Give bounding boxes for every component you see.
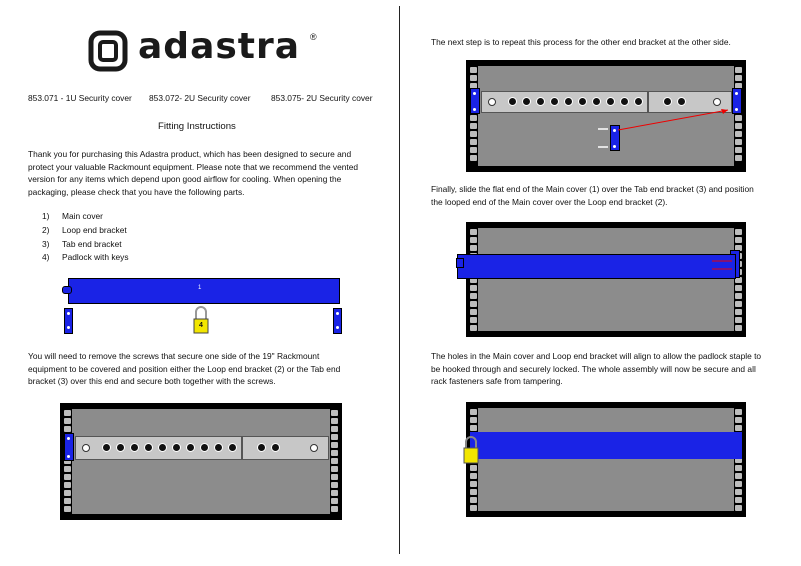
rail-hole xyxy=(735,505,742,511)
rail-hole xyxy=(735,465,742,471)
main-cover-loop xyxy=(62,286,72,294)
rail-hole xyxy=(470,309,477,315)
equipment-panel xyxy=(75,436,242,460)
rail-hole xyxy=(64,482,71,488)
rail-hole xyxy=(331,426,338,432)
padlock-label: 4 xyxy=(199,322,203,329)
rail-hole xyxy=(470,285,477,291)
rail-hole xyxy=(735,425,742,431)
rail-hole xyxy=(735,293,742,299)
main-cover-label: 1 xyxy=(198,285,202,291)
left-rail xyxy=(469,225,478,334)
product-code-2: 853.072- 2U Security cover xyxy=(149,93,251,103)
rail-hole xyxy=(331,458,338,464)
rail-hole xyxy=(470,293,477,299)
step3-line: the looped end of the Main cover over the Loop end bracket (2). xyxy=(431,196,668,207)
rail-hole xyxy=(470,409,477,415)
logo-text: adastra xyxy=(138,26,301,67)
list-item: 2) Loop end bracket xyxy=(42,224,127,235)
main-cover-loop xyxy=(456,258,464,268)
padlock-icon xyxy=(192,306,210,336)
rail-hole xyxy=(64,498,71,504)
left-rail xyxy=(63,406,72,517)
rail-hole xyxy=(331,474,338,480)
rail-hole xyxy=(735,229,742,235)
rail-hole xyxy=(470,481,477,487)
rail-hole xyxy=(331,418,338,424)
tab-end-bracket xyxy=(333,308,342,334)
step3-paragraph xyxy=(431,183,791,208)
bracket-hole xyxy=(67,437,70,440)
intro-line: version for any items which depend upon good airflow for cooling. When opening the xyxy=(28,174,342,185)
step4-line: rack fasteners safe from tampering. xyxy=(431,376,563,387)
rail-hole xyxy=(735,309,742,315)
rail-hole xyxy=(470,473,477,479)
direction-arrow-icon xyxy=(466,60,746,172)
rail-hole xyxy=(470,301,477,307)
rail-hole xyxy=(64,474,71,480)
step1-line: bracket (3) over this end and secure both together with the screws. xyxy=(28,376,276,387)
rail-hole xyxy=(470,245,477,251)
rail-hole xyxy=(735,325,742,331)
right-rail xyxy=(734,225,743,334)
column-divider xyxy=(399,6,400,554)
rail-hole xyxy=(331,442,338,448)
step3-line: Finally, slide the flat end of the Main cover (1) over the Tab end bracket (3) and position xyxy=(431,184,754,194)
rail-hole xyxy=(64,426,71,432)
main-cover-bar xyxy=(68,278,340,304)
right-rail xyxy=(734,405,743,514)
rail-hole xyxy=(735,301,742,307)
intro-line: protect your valuable Rackmount equipment. Please note that we recommend the vented xyxy=(28,161,359,172)
step1-paragraph xyxy=(28,350,378,388)
rail-hole xyxy=(64,506,71,512)
step4-line: be hooked through and securely locked. The whole assembly will now be secure and all xyxy=(431,363,756,374)
rail-hole xyxy=(735,497,742,503)
adastra-logo xyxy=(88,26,328,74)
rail-hole xyxy=(331,410,338,416)
main-cover-sliding xyxy=(457,254,736,279)
rail-hole xyxy=(470,237,477,243)
rail-hole xyxy=(331,490,338,496)
rail-hole xyxy=(64,410,71,416)
rail-hole xyxy=(331,450,338,456)
list-item: 4) Padlock with keys xyxy=(42,252,129,263)
rail-hole xyxy=(331,482,338,488)
list-item: 1) Main cover xyxy=(42,211,103,221)
rail-hole xyxy=(735,409,742,415)
intro-line: packaging, please check that you have the following parts. xyxy=(28,186,245,197)
rail-hole xyxy=(470,417,477,423)
rail-hole xyxy=(470,325,477,331)
rack-diagram-2 xyxy=(466,60,746,172)
rail-hole xyxy=(64,418,71,424)
main-cover-installed xyxy=(470,432,742,459)
rail-hole xyxy=(735,489,742,495)
rail-hole xyxy=(470,489,477,495)
rail-hole xyxy=(331,434,338,440)
intro-paragraph xyxy=(28,148,378,198)
loop-end-bracket xyxy=(64,308,73,334)
rail-hole xyxy=(735,285,742,291)
rail-hole xyxy=(735,481,742,487)
padlock-icon xyxy=(462,436,480,466)
step1-line: equipment to be covered and position either the Loop end bracket (2) or the Tab end xyxy=(28,363,341,374)
rail-hole xyxy=(331,498,338,504)
rail-hole xyxy=(735,473,742,479)
product-code-1: 853.071 - 1U Security cover xyxy=(28,93,132,103)
rail-hole xyxy=(735,237,742,243)
rack-diagram-4 xyxy=(466,402,746,517)
step4-line: The holes in the Main cover and Loop end bracket will align to allow the padlock staple to xyxy=(431,351,762,361)
step2-text: The next step is to repeat this process for the other end bracket at the other side. xyxy=(431,37,731,47)
intro-line: Thank you for purchasing this Adastra product, which has been designed to secure and xyxy=(28,149,352,159)
step4-paragraph xyxy=(431,350,791,388)
fitting-title: Fitting Instructions xyxy=(158,121,236,132)
rail-hole xyxy=(470,497,477,503)
rail-hole xyxy=(64,490,71,496)
right-rail xyxy=(330,406,339,517)
logo-mark-icon xyxy=(88,30,128,72)
loop-end-bracket xyxy=(64,433,74,461)
rail-hole xyxy=(470,317,477,323)
rail-hole xyxy=(470,505,477,511)
registered-mark: ® xyxy=(310,32,317,42)
equipment-panel xyxy=(242,436,329,460)
rail-hole xyxy=(331,466,338,472)
parts-list xyxy=(42,210,129,265)
step1-line: You will need to remove the screws that secure one side of the 19" Rackmount xyxy=(28,351,320,361)
bracket-hole xyxy=(67,455,70,458)
rail-hole xyxy=(735,317,742,323)
rail-hole xyxy=(331,506,338,512)
rack-diagram-3 xyxy=(466,222,746,337)
rail-hole xyxy=(470,229,477,235)
product-code-3: 853.075- 2U Security cover xyxy=(271,93,373,103)
alignment-arrow-icon xyxy=(712,256,736,274)
rail-hole xyxy=(64,466,71,472)
list-item: 3) Tab end bracket xyxy=(42,238,122,249)
rack-diagram-1 xyxy=(60,403,342,520)
rail-hole xyxy=(470,425,477,431)
rail-hole xyxy=(735,417,742,423)
parts-illustration xyxy=(60,276,345,338)
